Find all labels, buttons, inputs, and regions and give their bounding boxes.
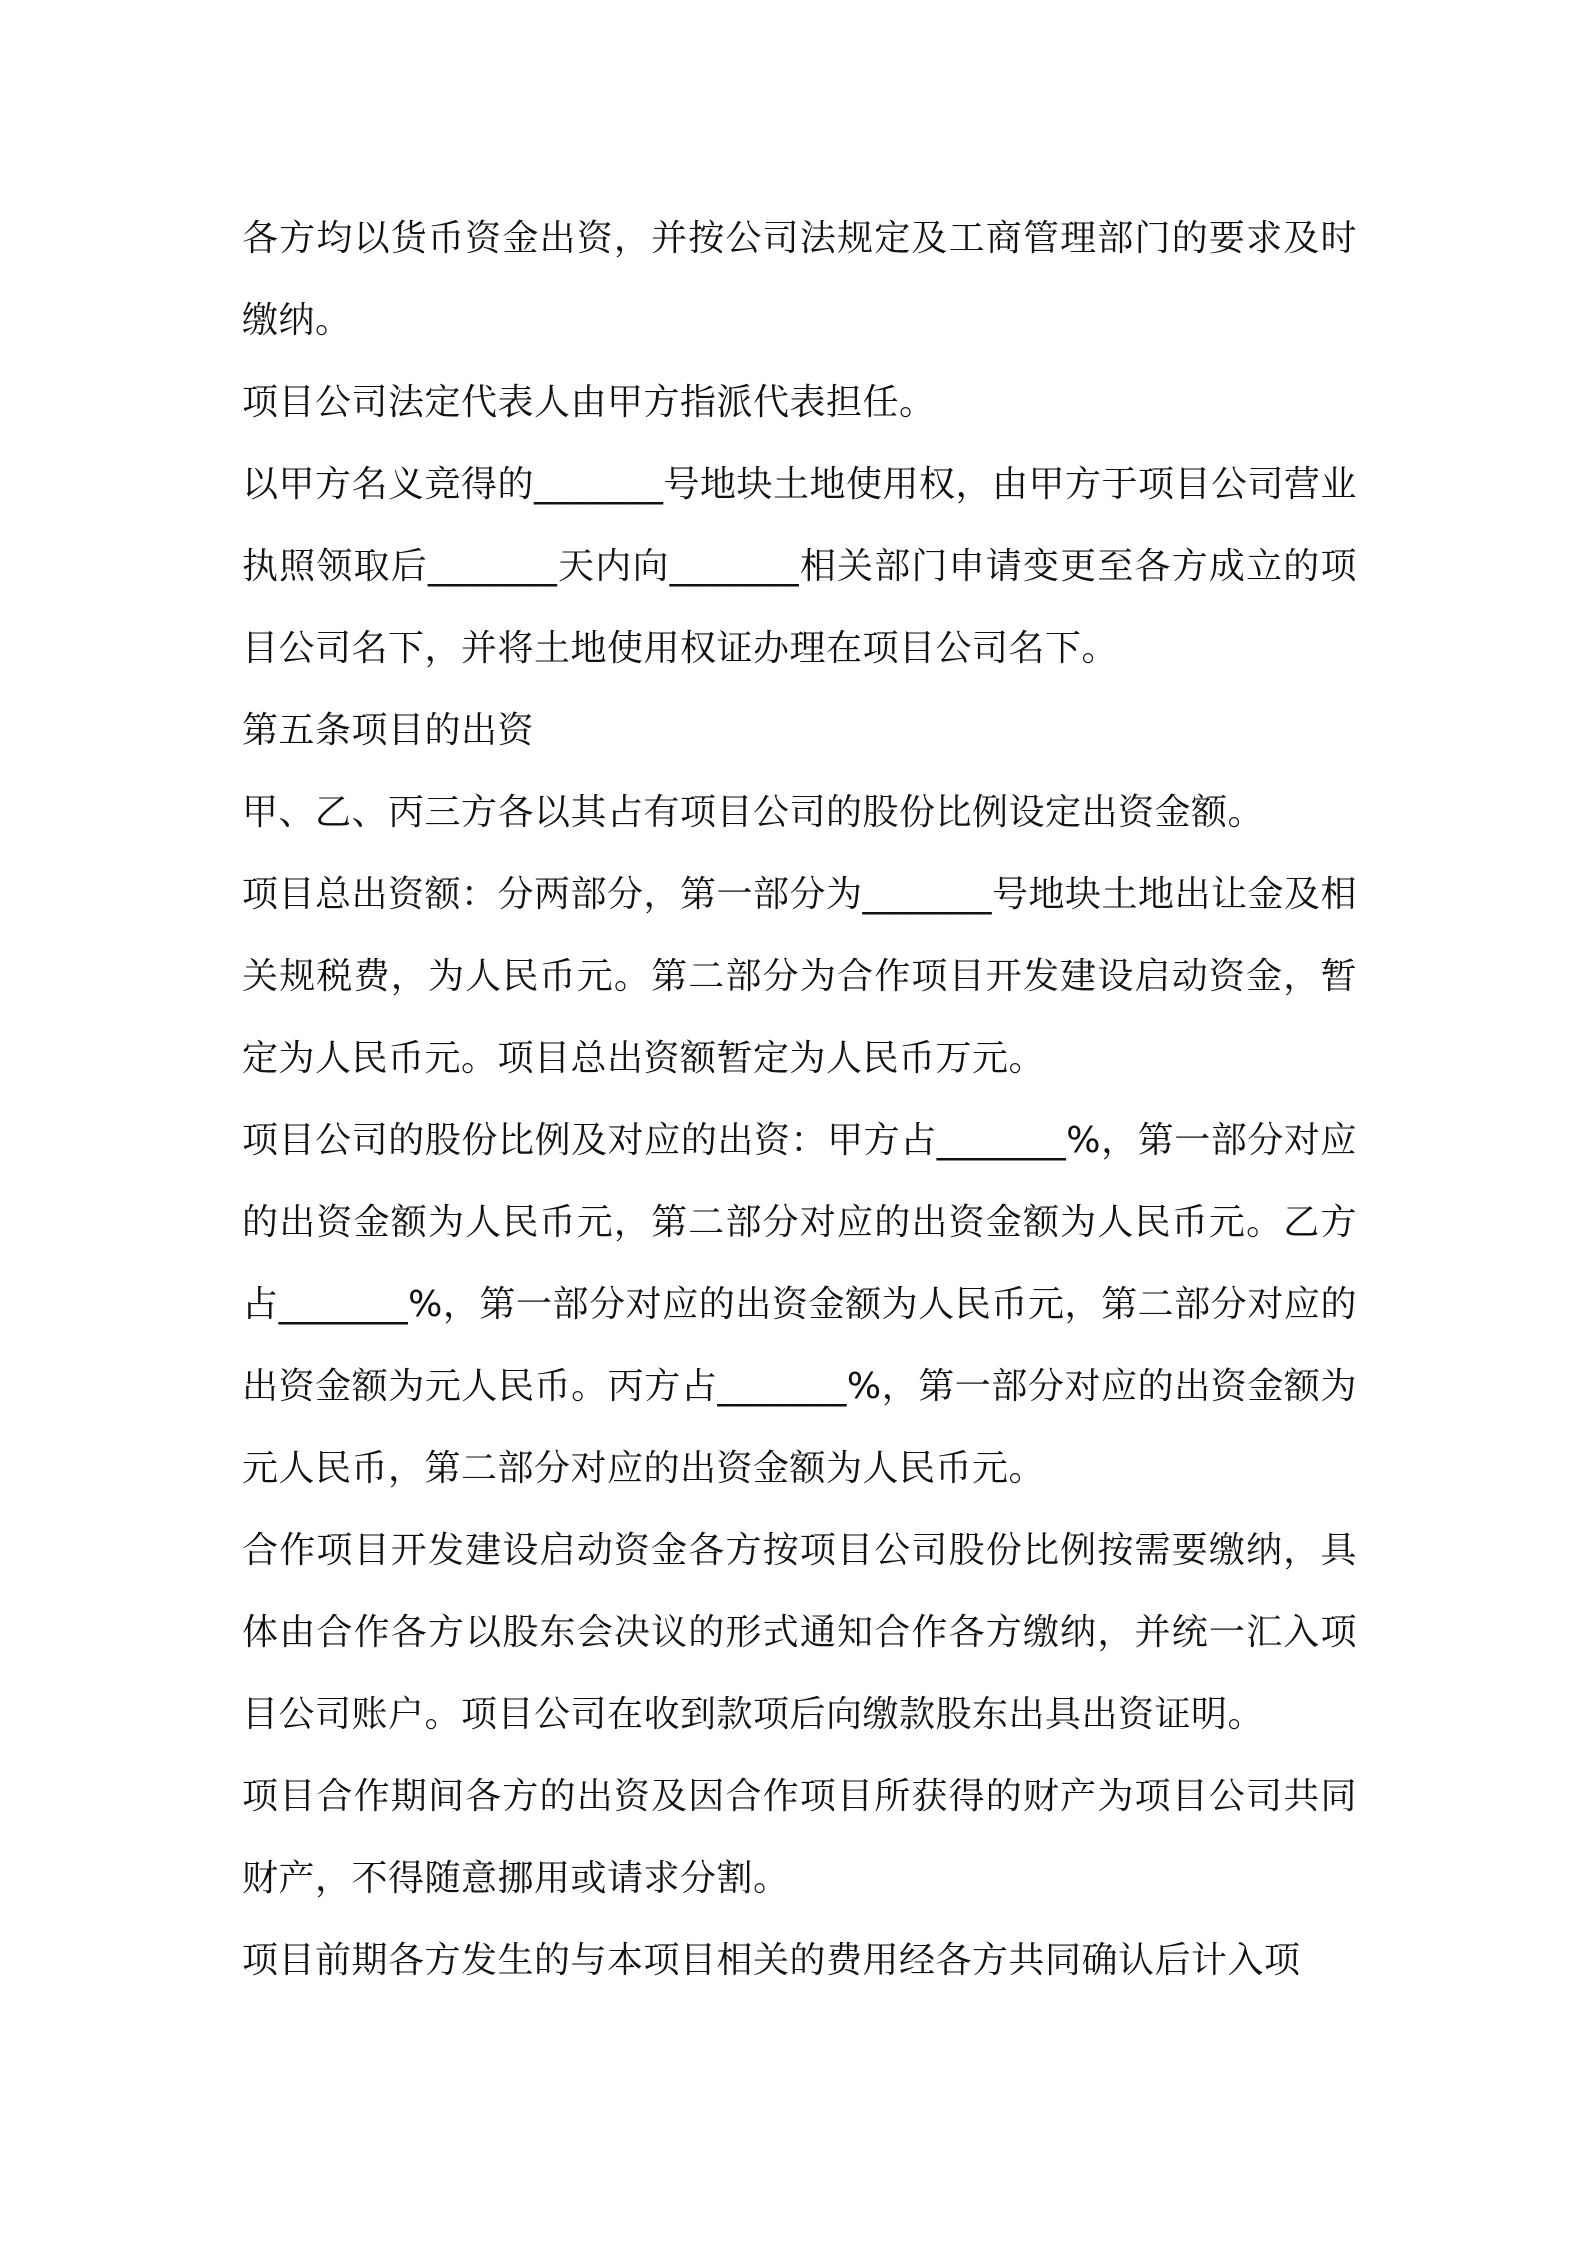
paragraph-share-allocation: 项目公司的股份比例及对应的出资：甲方占_______%，第一部分对应的出资金额为人民币元，第二部分对应的出资金额为人民币元。乙方占_______%，第一部分对应的出资金额为人民币元，第二部分对应的出资金额为元人民币。丙方占_______%，第一部分对应的出资金额为元人民币，第二部分对应的出资金额为人民币元。 [242,1120,1357,1489]
paragraph-capital-contribution: 各方均以货币资金出资，并按公司法规定及工商管理部门的要求及时缴纳。 [242,218,1357,341]
paragraph-total-investment: 项目总出资额：分两部分，第一部分为_______号地块土地出让金及相关规税费，为人民币元。第二部分为合作项目开发建设启动资金，暂定为人民币元。项目总出资额暂定为人民币万元。 [242,874,1358,1079]
paragraph-share-ratio: 甲、乙、丙三方各以其占有项目公司的股份比例设定出资金额。 [242,792,1265,833]
paragraph-startup-funds: 合作项目开发建设启动资金各方按项目公司股份比例按需要缴纳，具体由合作各方以股东会决议的形式通知合作各方缴纳，并统一汇入项目公司账户。项目公司在收到款项后向缴款股东出具出资证明。 [242,1530,1357,1735]
paragraph-common-property: 项目合作期间各方的出资及因合作项目所获得的财产为项目公司共同财产，不得随意挪用或请求分割。 [242,1776,1357,1899]
paragraph-land-use-right: 以甲方名义竞得的_______号地块土地使用权，由甲方于项目公司营业执照领取后_______天内向_______相关部门申请变更至各方成立的项目公司名下，并将土地使用权证办理在项目公司名下。 [242,464,1358,669]
document-body [242,198,1357,2002]
section-heading-article-5: 第五条项目的出资 [242,710,535,751]
paragraph-legal-representative: 项目公司法定代表人由甲方指派代表担任。 [242,382,936,423]
paragraph-preliminary-expenses: 项目前期各方发生的与本项目相关的费用经各方共同确认后计入项 [242,1940,1301,1981]
